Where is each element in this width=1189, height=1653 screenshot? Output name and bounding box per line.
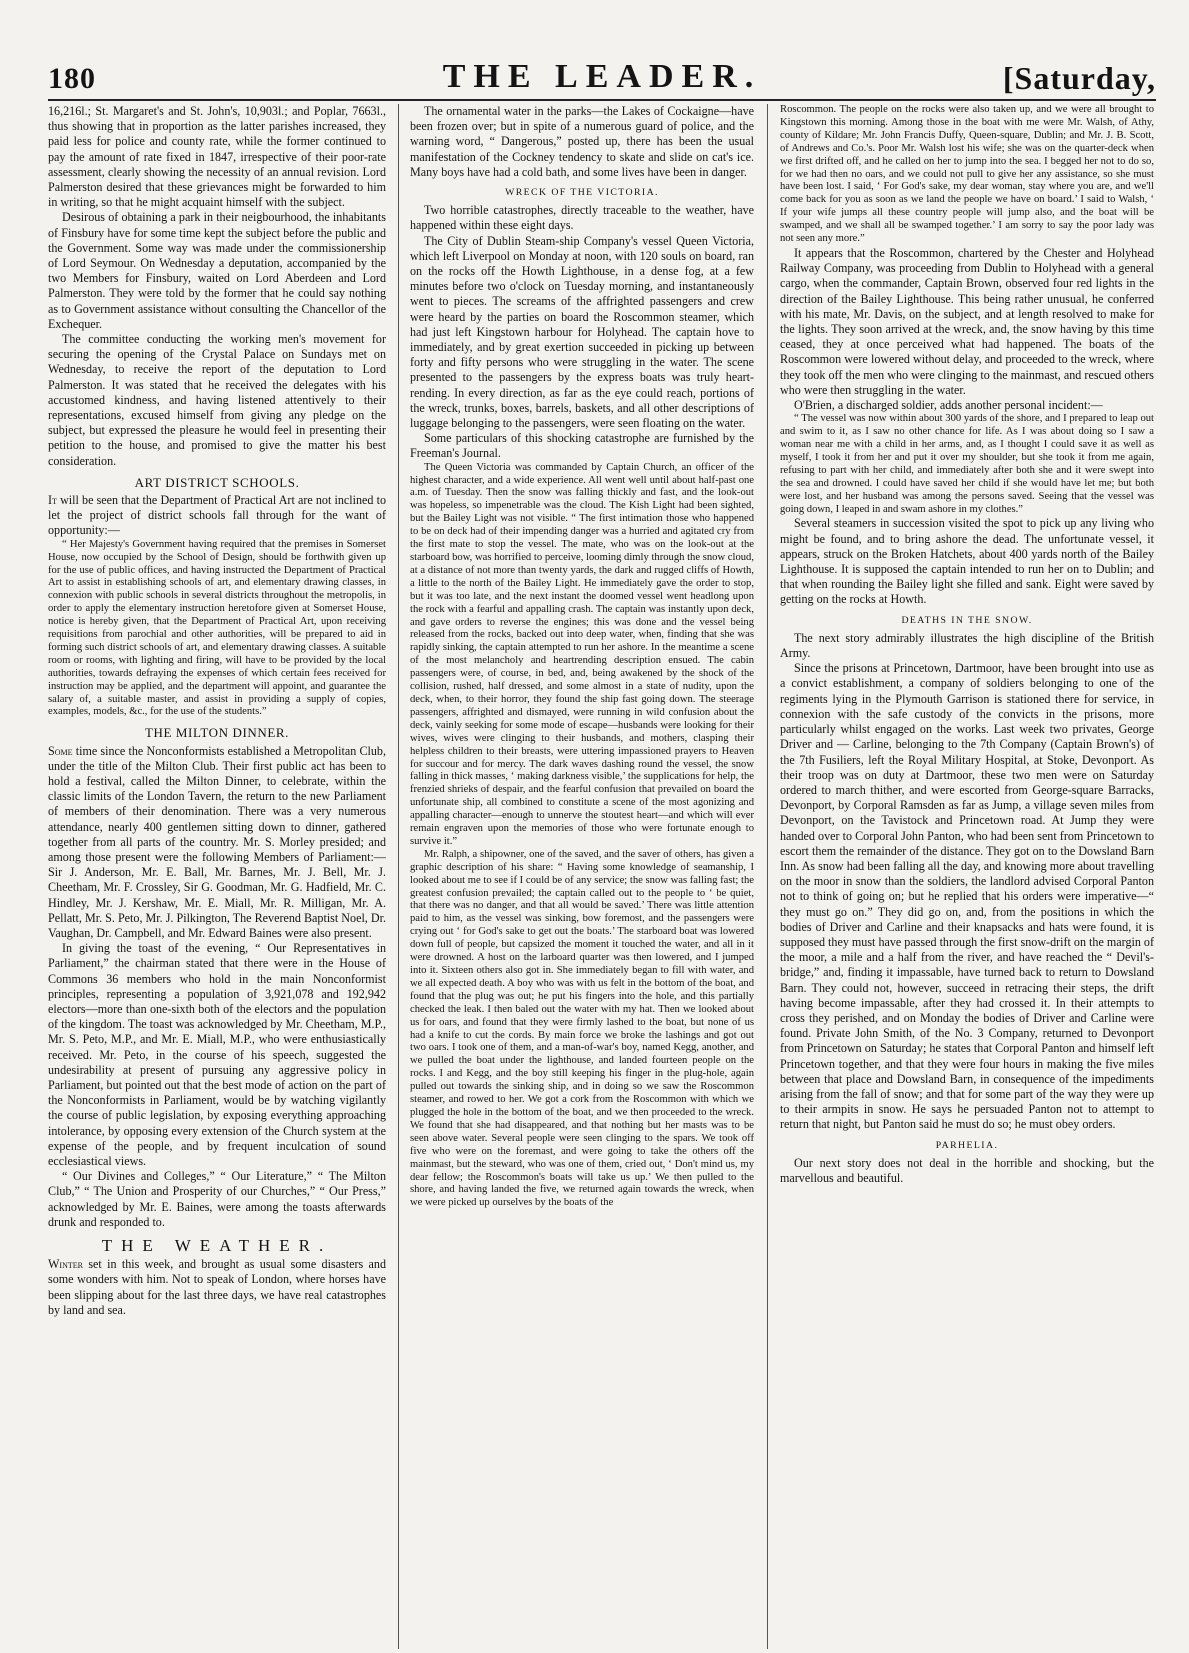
paragraph: Two horrible catastrophes, directly traceable to the weather, have happened within these eight days. xyxy=(410,203,754,233)
quoted-account: “ The vessel was now within about 300 yards of the shore, and I prepared to leap out and swim to it, as I saw no other chance for life. As I was about doing so I saw a woman near me with a child in her arms, and, as I thought I could save it as well as myself, I took it from her and put it over my shoulder, but she took it from me again, refusing to part with her child, and immediately after both she and it were swept into the sea and drowned. I could have saved her child if she would have let me; but both were lost, and her husband was among the persons saved. Seeing that the vessel was going down, I leaped in and swam ashore in my clothes.” xyxy=(780,413,1154,515)
paragraph: Some time since the Nonconformists established a Metropolitan Club, under the title of the Milton Club. Their first public act has been to hold a festival, called the Milton Dinner, to celebrate, within the classic limits of the London Tavern, the return to the new Parliament of members of their denomination. There was a very numerous attendance, nearly 400 gentlemen sitting down to dinner, gathered together from all parts of the country. Mr. S. Morley presided; and among those present were the following Members of Parliament:—Sir J. Anderson, Mr. E. Ball, Mr. Barnes, Mr. J. Bell, Mr. J. Cheetham, Mr. F. Crossley, Sir G. Goodman, Mr. G. Hadfield, Mr. C. Hindley, Mr. J. Kershaw, Mr. E. Miall, Mr. R. Milligan, Mr. A. Pellatt, Mr. S. Peto, Mr. J. Pilkington, The Reverend Baptist Noel, Dr. Vaughan, Dr. Campbell, and Mr. Edward Baines were also present. xyxy=(48,743,386,941)
paragraph: Our next story does not deal in the horrible and shocking, but the marvellous and beautiful. xyxy=(780,1155,1154,1185)
paragraph: The committee conducting the working men's movement for securing the opening of the Crystal Palace on Sundays met on Wednesday, to receive the report of the deputation to Lord Palmerston. It was stated that he received the delegates with his accustomed kindness, and having listened attentively to their representations, excused himself from giving any pledge on the subject, but expressed the pleasure he would feel in presenting their petition to the house, and promised to give the matter his best consideration. xyxy=(48,332,386,468)
paragraph: “ Our Divines and Colleges,” “ Our Literature,” “ The Milton Club,” “ The Union and Prosperity of our Churches,” “ Our Press,” acknowledged by Mr. E. Baines, were among the toasts afterwards drunk and responded to. xyxy=(48,1169,386,1229)
paragraph: The next story admirably illustrates the high discipline of the British Army. xyxy=(780,630,1154,661)
issue-day: [Saturday, xyxy=(1002,60,1156,96)
section-heading-milton-dinner: THE MILTON DINNER. xyxy=(144,725,290,741)
paragraph: It appears that the Roscommon, chartered by the Chester and Holyhead Railway Company, was proceeding from Dublin to Holyhead with a general cargo, when the commander, Captain Brown, observed four red lights in the direction of the Bailey Lighthouse. This being rather unusual, he conferred with his mate, Mr. Davis, on the subject, and at length resolved to make for the lights. They soon arrived at the wreck, and, the snow having by this time ceased, they at once perceived what had happened. The boats of the Roscommon were lowered without delay, and proceeded to the wreck, where they took off the men who were clinging to the mainmast, and rescued others who were then struggling in the water. xyxy=(780,245,1154,397)
paragraph: Since the prisons at Princetown, Dartmoor, have been brought into use as a convict establishment, a company of soldiers belonging to one of the regiments lying in the Plymouth Garrison is stationed there for service, in connexion with the safe custody of the convicts in the prisons, more particularly whilst engaged on the works. Last week two privates, George Driver and — Carline, belonging to the 7th Company (Captain Brown's) of the 7th Fusiliers, left the Royal Military Hospital, at Stoke, Devonport. As their troop was on duty at Dartmoor, these two men were on Saturday ordered to march thither, and were escorted from George-square Barracks, Devonport, by Corporal Ramsden as far as Jump, a village seven miles from Devonport, on the Tavistock and Princetown road. At Jump they were handed over to Corporal John Panton, who had been sent from Princetown to escort them the remainder of the distance. They got on to the Dowsland Barn Inn. As snow had been falling all the day, and knowing more about travelling on the moor in snow than the soldiers, the landlord advised Corporal Panton not to think of going on; but he replied that his orders were imperative—“ they must go on.” They did go on, and, from the positions in which the bodies of Driver and Carline and their knapsacks and hats were found, it is supposed they must have passed through the first snow-drift on the margin of the moor, a mile and a half from the river, and have reached the “ Devil's-bridge,” and, finding it impassable, have turned back to return to Dowsland Barn. They could not, however, succeed in retracing their steps, the drift having become impassable, after they had crossed it. In their attempts to cross they perished, and on Monday the bodies of Driver and Carline were found. Private John Smith, of the No. 3 Company, returned to Devonport from Princetown on Saturday; he states that Corporal Panton and himself left Princetown together, and that they were four hours in making the five miles between that place and Dowsland Barn, in consequence of the impediments arising from the fall of snow; and that for some part of the way they were up to their armpits in snow. He says he persuaded Panton not to attempt to return that night, but Panton said he must do so; he must obey orders. xyxy=(780,661,1154,1132)
quoted-account: The Queen Victoria was commanded by Captain Church, an officer of the highest character, and a wide experience. All went well until about half-past one a.m. of Tuesday. Then the snow was falling thickly and fast, and the look-out was hopeless, so impenetrable was the cloud. The Kish Light had been sighted, but the Bailey Light was not visible. “ The first intimation those who happened to be on deck had of their impending danger was a hurried and agitated cry from the first mate to stop the vessel. The mate, who was on the look-out at the starboard bow, was horrified to perceive, looming dimly through the snow cloud, at a distance of not more than twenty yards, the dark and rugged cliffs of Howth, a little to the north of the Bailey Light. He immediately gave the order to stop, but it was too late, and the next instant the doomed vessel went headlong upon the rock with a fearful and appalling crash. The captain was instantly upon deck, and gave orders to reverse the engines; this was done and the vessel being released from the rocks, backed out into deep water, when, finding that she was rapidly sinking, the captain attempted to run her ashore. In the meantime a scene of the most melancholy and heartrending description ensued. The cabin passengers were, of course, in bed, and, being awakened by the shock of the collision, rushed, half dressed, and some almost in a state of nudity, upon the deck, when, to their horror, they found the ship fast going down. The steerage passengers, affrighted and dismayed, were running in wild confusion about the deck, vainly seeking for some mode of escape—husbands were looking for their wives, wives were clinging to their husbands, and mothers, clasping their helpless children to their breasts, were uttering impassioned prayers to Heaven for succour and for mercy. The dark waves dashing round the vessel, the snow falling in thick masses, ‘ making darkness visible,’ the supplications for help, the frenzied shrieks of despair, and the fearful confusion that prevailed on board the unfortunate ship, all combined to constitute a scene of the most agonizing and appalling character—enough to unnerve the stoutest heart—and which will ever remain engraven upon the memories of those who were fortunate enough to survive it.” xyxy=(410,461,754,847)
drop-word: Winter xyxy=(48,1257,83,1272)
section-heading-parhelia: PARHELIA. xyxy=(935,1139,999,1151)
section-heading-deaths: DEATHS IN THE SNOW. xyxy=(901,614,1033,626)
drop-word: Some xyxy=(48,743,73,758)
quoted-account: Roscommon. The people on the rocks were also taken up, and we were all brought to Kingstown this morning. Among those in the boat with me were Mr. Walsh, of Athy, county of Kildare; Mr. John Francis Duffy, Queen-square, Dublin; and Mr. J. B. Scott, of Andrews and Co.'s. Poor Mr. Walsh lost his wife; she was on the quarter-deck when we first drifted off, and he called on her to jump into the sea. I begged her not to do so, for we had then no oars, and we could not pull to give her any assistance, so she must have been lost. I said, ‘ For God's sake, my dear woman, stay where you are, and we'll come back for you as soon as we land the people we have on board.’ I said to Walsh, ‘ If your wife jumps all these country people will jump also, and the boat will be swamped, and we shall all be swamped together.’ I am sorry to say the poor lady was not seen any more.” xyxy=(780,104,1154,245)
header-rule xyxy=(48,99,1156,101)
paragraph: O'Brien, a discharged soldier, adds another personal incident:— xyxy=(794,398,1103,412)
column-2 xyxy=(410,104,754,1649)
section-heading-wreck: WRECK OF THE VICTORIA. xyxy=(505,187,659,199)
paragraph: In giving the toast of the evening, “ Our Representatives in Parliament,” the chairman stated that there were in the House of Commons 36 members who hold in the main Nonconformist principles, representing a population of 3,921,078 and 192,942 electors—more than one-sixth both of the electors and the population of the kingdom. The toast was acknowledged by Mr. Cheetham, M.P., Mr. S. Peto, M.P., and Mr. E. Miall, M.P., who were enthusiastically received. Mr. Peto, in the course of his speech, suggested the undesirability at present of pursuing any aggressive policy in Parliament, but pointed out that the best mode of action on the part of the Nonconformists in Parliament, would be by watching vigilantly the course of public legislation, by exposing everything approaching intolerance, by opposing every extension of the Church system at the expense of the people, and by frequent inculcation of sound ecclesiastical views. xyxy=(48,941,386,1169)
paragraph: It will be seen that the Department of Practical Art are not inclined to let the project of district schools fall through for the want of opportunity:— xyxy=(48,493,386,538)
masthead xyxy=(48,58,1156,98)
quoted-notice: “ Her Majesty's Government having required that the premises in Somerset House, now occupied by the School of Design, should be forthwith given up for the use of public offices, and having instructed the Department of Practical Art to assist in establishing schools of art, and elementary drawing classes, in connexion with public schools in several districts throughout the metropolis, in order to apply the elementary instruction heretofore given at Somerset House, notice is hereby given, that the Department of Practical Art, upon receiving requisitions from parochial and other authorities, will be prepared to aid in forming such district schools of art, and elementary drawing classes. A suitable room or rooms, with lighting and firing, will have to be provided by the local authorities, towards defraying the expenses of which certain fees received for instruction may be applied, and the department will appoint, and guarantee the salary of, a suitable master, and assist in providing a supply of copies, examples, models, &c., for the use of the students.” xyxy=(48,538,386,718)
column-1 xyxy=(48,104,386,1649)
paragraph: 16,216l.; St. Margaret's and St. John's, 10,903l.; and Poplar, 7663l., thus showing that in proportion as the latter parishes increased, they paid less for police and county rate, while the former continued to pay the amount of rate fixed in 1847, irrespective of their poor-rate assessment, clearly showing the necessity of an annual revision. Lord Palmerston desired that these grievances might be forwarded to him in writing, so that he might acquaint himself with the subject. xyxy=(48,104,386,210)
paragraph: Winter set in this week, and brought as usual some disasters and some wonders with him. Not to speak of London, where horses have been slipping about for the last three days, we have real catastrophes by land and sea. xyxy=(48,1257,386,1317)
paragraph: Desirous of obtaining a park in their neigbourhood, the inhabitants of Finsbury have for some time kept the subject before the public and the Government. Some way was made under the commissionership of Lord Seymour. On Wednesday a deputation, accompanied by the two Members for Finsbury, waited on Lord Aberdeen and Lord Palmerston. They were told by the former that he could say nothing as to Government assistance without consulting the Chancellor of the Exchequer. xyxy=(48,210,386,331)
column-3 xyxy=(780,104,1154,1649)
paragraph: Some particulars of this shocking catastrophe are furnished by the Freeman's Journal. xyxy=(410,431,754,461)
paragraph: Several steamers in succession visited the spot to pick up any living who might be found, and to bring ashore the dead. The unfortunate vessel, it appears, struck on the Broken Hatchets, about 400 yards north of the Bailey Lighthouse. It is supposed the captain intended to run her on to Dublin; and that when rounding the Bailey light she filled and sank. Eight were saved by getting on the rocks at Howth. xyxy=(780,516,1154,607)
newspaper-title: THE LEADER. xyxy=(442,58,762,95)
column-divider xyxy=(398,104,399,1649)
paragraph: The ornamental water in the parks—the Lakes of Cockaigne—have been frozen over; but in spite of a numerous guard of police, and the warning word, “ Dangerous,” posted up, there has been the usual manifestation of the Cockney tendency to skate and slide on cat's ice. Many boys have had a cold bath, and some lives have been in danger. xyxy=(410,104,754,179)
page-number: 180 xyxy=(48,62,96,95)
section-heading-weather: THE WEATHER. xyxy=(101,1236,333,1256)
drop-word: It xyxy=(48,493,57,508)
quoted-account: Mr. Ralph, a shipowner, one of the saved, and the saver of others, has given a graphic description of his share: “ Having some knowledge of seamanship, I looked about me to see if I could be of any service; the snow was falling fast; the greatest confusion prevailed; the captain called out to the people to ‘ be quiet, that there was no danger, and that all would be saved.’ There was little attention paid to him, as the vessel was sinking, bow foremost, and the passengers were crying out ‘ for God's sake to get out the boats.’ The starboard boat was lowered down full of people, but capsized the moment it touched the water, and all in it were drowned. A host on the larboard quarter was then lowered, and I jumped into it. Sixteen others also got in. She immediately began to fill with water, and we all expected death. A boy who was with us felt in the bottom of the boat, and found that the plug was out; he put his fingers into the hole, and this partially checked the leak. I then baled out the water with my hat. Then we looked about us for oars, and found that they were firmly lashed to the boat, but none of us had a knife to cut the cords. By main force we broke the lashings and got out two oars. I took one of them, and a man-of-war's boy, named Kegg, another, and we pulled the boat under the lighthouse, and landed fourteen people on the rocks. I and Kegg, and the boy still keeping his finger in the plug-hole, again pulled out towards the sinking ship, and in doing so we saw the Roscommon steamer, and rowed to her. We got a cork from the Roscommon with which we plugged the hole in the bottom of the boat, and we then proceeded to the wreck. We found that she had disappeared, and that nothing but her masts was to be seen above water. Several people were seen clinging to the spars. We took off five who were on the foremast, and were going to take the others off the mainmast, but the steward, who was one of them, cried out, ‘ Don't mind us, my dear fellow; the Roscommon's boats will take us up.’ We then pulled to the shore, and having landed the five, we returned again towards the wreck, when we were picked up ourselves by the boats of the xyxy=(410,848,754,1209)
paragraph: The City of Dublin Steam-ship Company's vessel Queen Victoria, which left Liverpool on Monday at noon, with 120 souls on board, ran on the rocks off the Howth Lighthouse, in a dense fog, at a few minutes before two o'clock on Tuesday morning, and instantaneously went to pieces. The screams of the affrighted passengers and crew were heard by the parties on board the Roscommon steamer, which had just left Kingstown harbour for Holyhead. The captain hove to immediately, and by great exertion succeeded in picking up between forty and fifty persons who were struggling in the water. The scene presented to the passengers by the express boats was truly heart-rending. In every direction, as far as the eye could reach, portions of the wreck, trunks, boxes, barrels, baskets, and all other descriptions of luggage belonging to the passengers, were seen floating on the water. xyxy=(410,233,754,431)
section-heading-art-schools: ART DISTRICT SCHOOLS. xyxy=(134,474,300,490)
column-divider xyxy=(767,104,768,1649)
